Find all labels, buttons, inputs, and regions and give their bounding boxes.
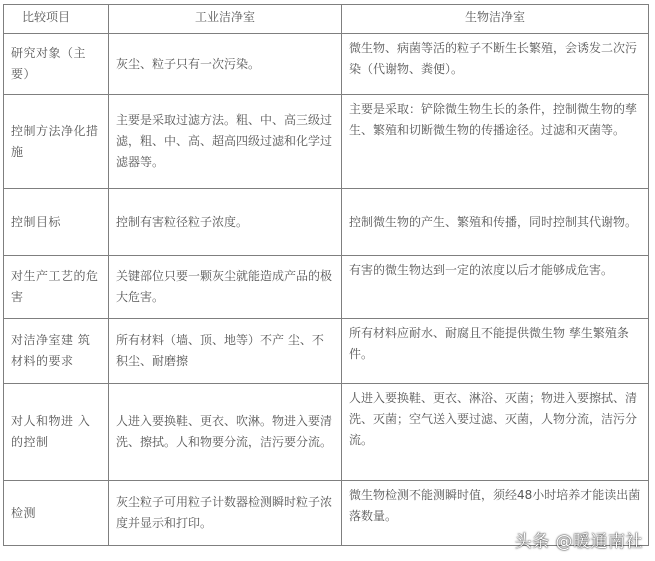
header-biological: 生物洁净室	[342, 5, 649, 34]
comparison-table	[3, 4, 649, 546]
header-industrial: 工业洁净室	[109, 5, 342, 34]
row-biological: 控制微生物的产生、繁殖和传播，同时控制其代谢物。	[342, 189, 649, 256]
row-item: 对生产工艺的危害	[4, 256, 109, 319]
table-row	[4, 95, 649, 189]
table-row	[4, 384, 649, 481]
row-biological: 微生物、病菌等活的粒子不断生长繁殖，会诱发二次污染（代谢物、粪便）。	[342, 34, 649, 95]
row-item: 研究对象（主要）	[4, 34, 109, 95]
row-biological: 主要是采取：铲除微生物生长的条件，控制微生物的孳生、繁殖和切断微生物的传播途径。过滤和灭菌等。	[342, 95, 649, 189]
row-industrial: 所有材料（墙、顶、地等）不产 尘、不积尘、耐磨擦	[109, 319, 342, 384]
row-biological: 微生物检测不能测瞬时值，须经48小时培养才能读出菌落数量。	[342, 481, 649, 546]
row-biological: 有害的微生物达到一定的浓度以后才能够成危害。	[342, 256, 649, 319]
table-row	[4, 319, 649, 384]
row-biological: 人进入要换鞋、更衣、淋浴、灭菌；物进入要擦拭、清洗、灭菌；空气送入要过滤、灭菌，人物分流，洁污分流。	[342, 384, 649, 481]
row-item: 对人和物进 入的控制	[4, 384, 109, 481]
header-row	[4, 5, 649, 34]
row-industrial: 关键部位只要一颗灰尘就能造成产品的极大危害。	[109, 256, 342, 319]
row-industrial: 控制有害粒径粒子浓度。	[109, 189, 342, 256]
row-industrial: 灰尘、粒子只有一次污染。	[109, 34, 342, 95]
table-row	[4, 34, 649, 95]
row-industrial: 人进入要换鞋、更衣、吹淋。物进入要清洗、擦拭。人和物要分流，洁污要分流。	[109, 384, 342, 481]
row-item: 检测	[4, 481, 109, 546]
row-item: 控制方法净化措施	[4, 95, 109, 189]
table-row	[4, 189, 649, 256]
table-row	[4, 256, 649, 319]
row-industrial: 主要是采取过滤方法。粗、中、高三级过滤，粗、中、高、超高四级过滤和化学过滤器等。	[109, 95, 342, 189]
row-item: 控制目标	[4, 189, 109, 256]
watermark-text: 头条 @暖通南社	[514, 532, 643, 552]
row-industrial: 灰尘粒子可用粒子计数器检测瞬时粒子浓度并显示和打印。	[109, 481, 342, 546]
header-item: 比较项目	[4, 5, 109, 34]
row-biological: 所有材料应耐水、耐腐且不能提供微生物 孳生繁殖条件。	[342, 319, 649, 384]
row-item: 对洁净室建 筑材料的要求	[4, 319, 109, 384]
